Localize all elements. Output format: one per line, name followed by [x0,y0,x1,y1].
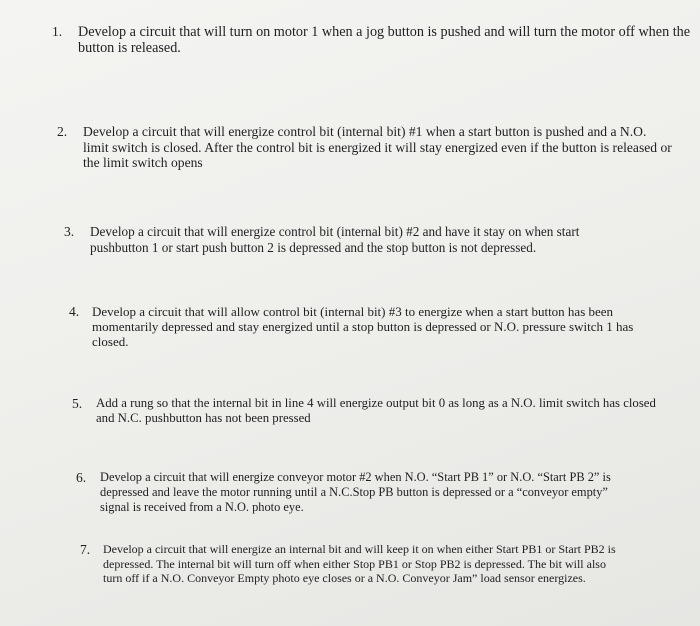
question-number: 7. [80,542,91,557]
question-number: 3. [64,224,75,239]
question-number: 5. [72,396,83,411]
question-number: 6. [76,470,87,485]
question-text: Add a rung so that the internal bit in line 4 will energize output bit 0 as long as a N.O. limit switch has closed and N.C. pushbutton has not been pressed [96,396,656,425]
question-number: 1. [52,24,63,39]
question-text: Develop a circuit that will turn on motor 1 when a jog button is pushed and will turn the motor off when the button is released. [78,24,691,56]
question-number: 2. [57,124,68,139]
question-text: Develop a circuit that will energize an internal bit and will keep it on when either Start PB1 or Start PB2 is depressed. The internal bit will turn off when either Stop PB1 or Stop PB2 is depressed. The bit will also turn off if a N.O. Conveyor Empty photo eye closes or a N.O. Conveyor Jam” load sensor energizes. [103,542,616,585]
question-text: Develop a circuit that will energize control bit (internal bit) #1 when a start button is pushed and a N.O. limit switch is closed. After the control bit is energized it will stay energized even if the button is released or the limit switch opens [83,124,672,170]
question-number: 4. [69,304,80,319]
question-text: Develop a circuit that will allow control bit (internal bit) #3 to energize when a start button has been momentarily depressed and stay energized until a stop button is depressed or N.O. pressure switch 1 has closed. [92,304,634,349]
question-text: Develop a circuit that will energize control bit (internal bit) #2 and have it stay on when start pushbutton 1 or start push button 2 is depressed and the stop button is not depressed. [90,224,580,255]
question-text: Develop a circuit that will energize conveyor motor #2 when N.O. “Start PB 1” or N.O. “Start PB 2” is depressed and leave the motor running until a N.C.Stop PB button is depressed or a “conveyor empty” signal is received from a N.O. photo eye. [100,470,611,514]
